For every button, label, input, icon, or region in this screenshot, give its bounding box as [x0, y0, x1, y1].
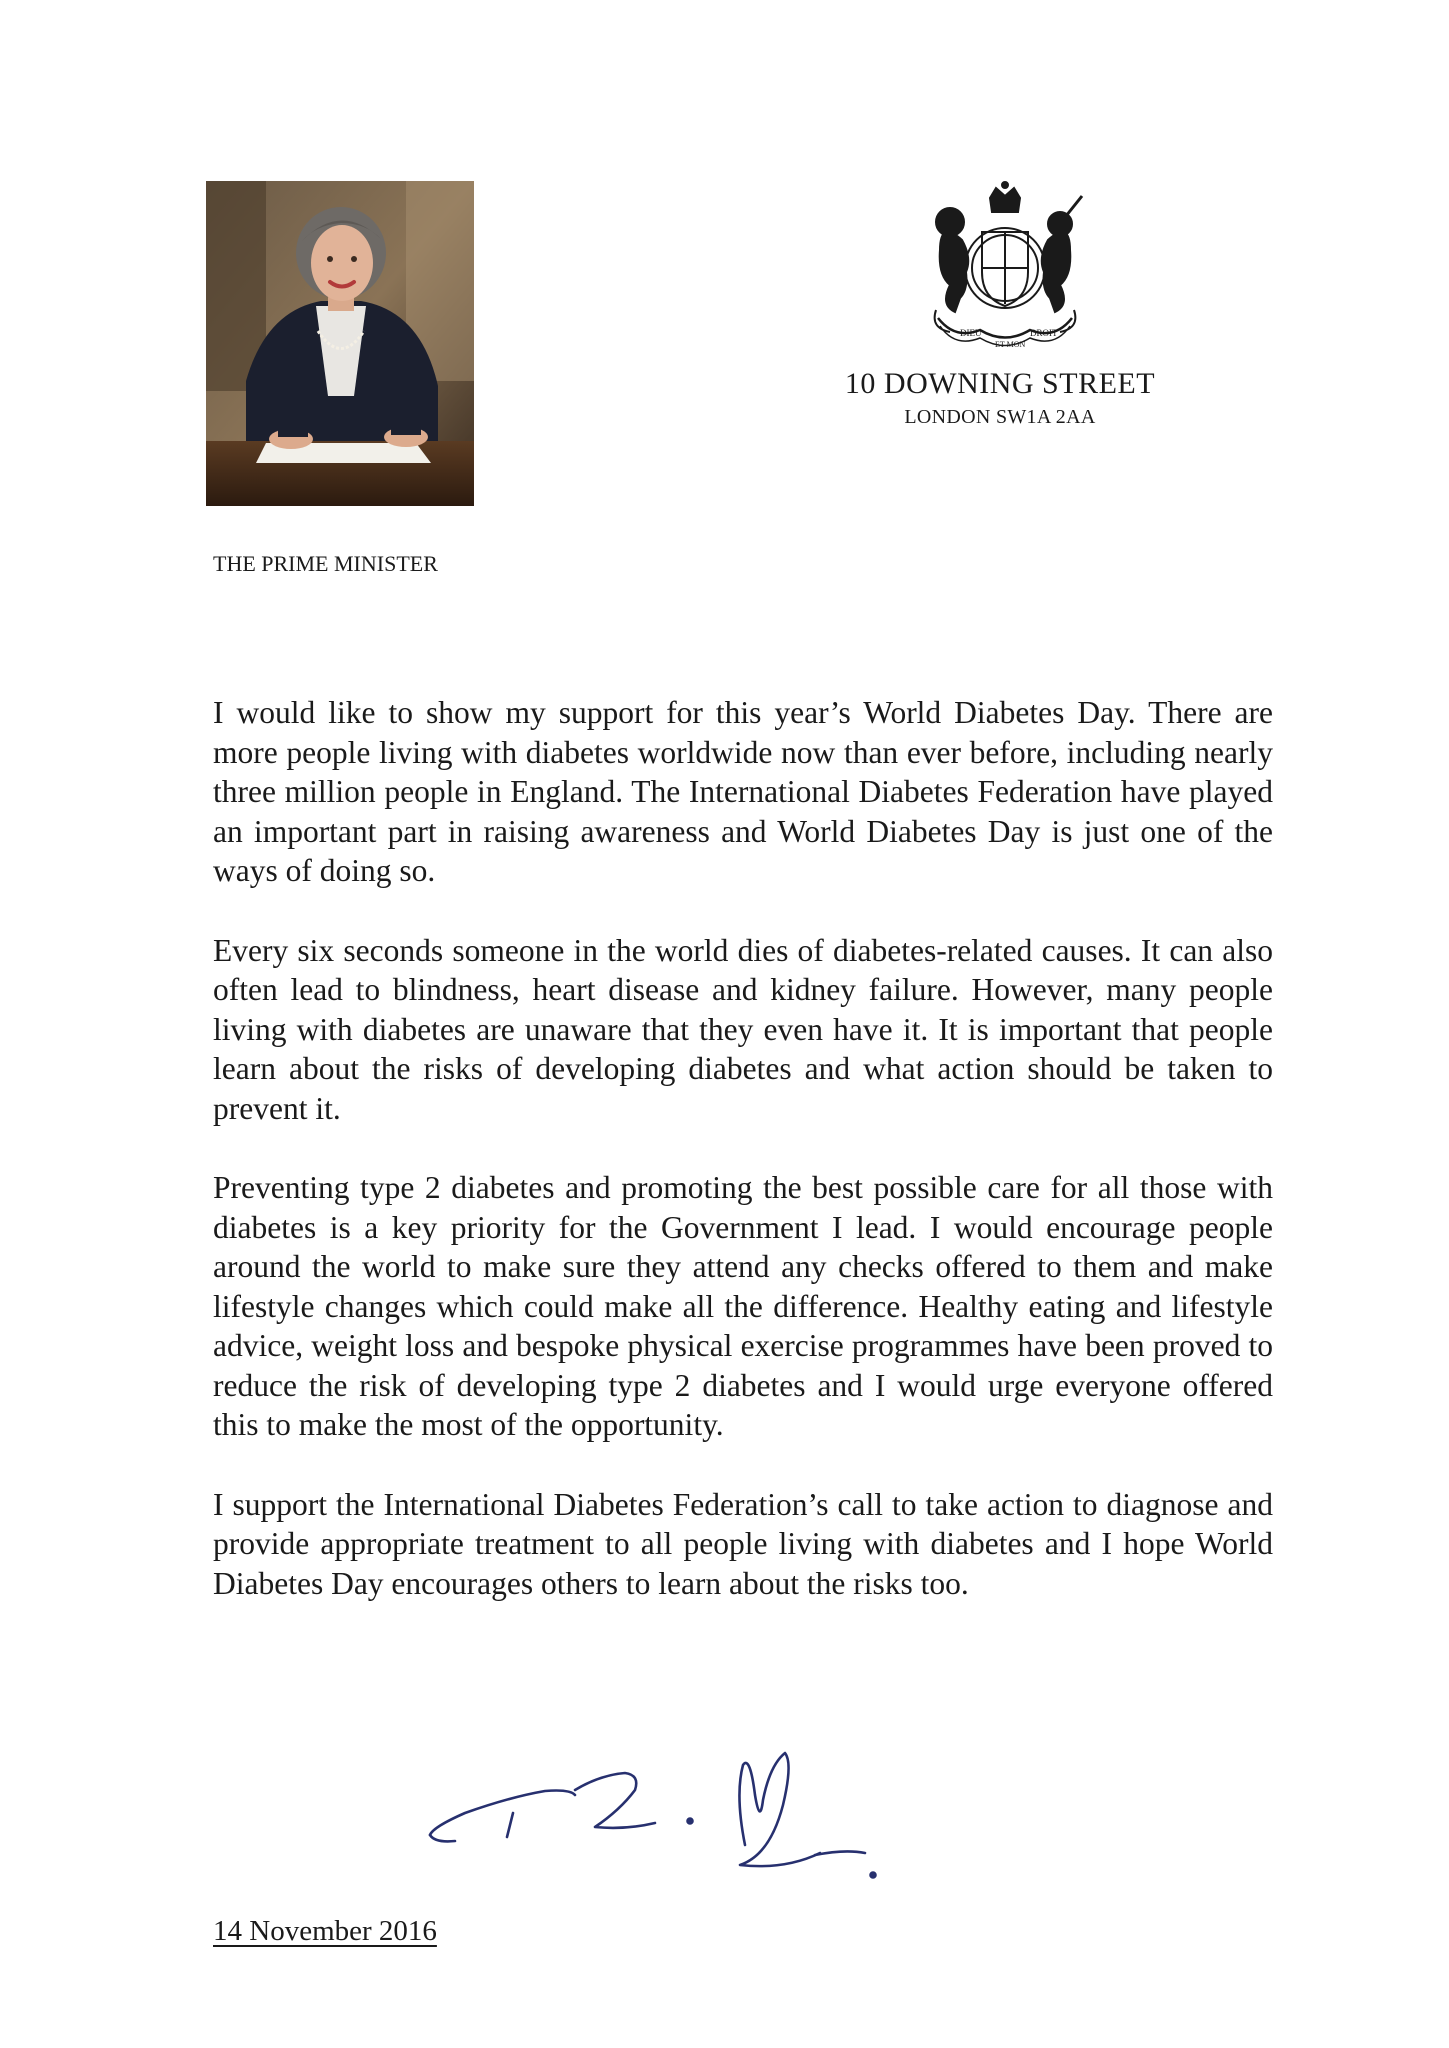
svg-text:DROIT: DROIT	[1030, 328, 1058, 338]
letter-body	[213, 693, 1273, 1643]
body-paragraph-3: Preventing type 2 diabetes and promoting the best possible care for all those with diabetes is a key priority for the Government I lead. I would encourage people around the world to make sure they attend any checks offered to them and make lifestyle changes which could make all the difference. Healthy eating and lifestyle advice, weight loss and bespoke physical exercise programmes have been proved to reduce the risk of developing type 2 diabetes and I would urge everyone offered this to make the most of the opportunity.	[213, 1170, 1273, 1442]
royal-coat-of-arms-icon	[910, 180, 1100, 355]
sender-title: THE PRIME MINISTER	[213, 551, 438, 576]
letter-date: 14 November 2016	[213, 1915, 437, 1947]
body-paragraph-1: I would like to show my support for this year’s World Diabetes Day. There are more people living with diabetes worldwide now than ever before, including nearly three million people in England. The International Diabetes Federation have played an important part in raising awareness and World Diabetes Day is just one of the ways of doing so.	[213, 695, 1273, 888]
handwritten-signature	[425, 1735, 925, 1885]
crest-graphic	[910, 180, 1100, 355]
portrait-image	[206, 181, 474, 506]
signature-graphic	[425, 1735, 925, 1885]
letterhead-city: LONDON SW1A 2AA	[904, 406, 1096, 428]
svg-text:ET MON: ET MON	[995, 340, 1026, 349]
letterhead-street: 10 DOWNING STREET	[844, 367, 1156, 400]
body-paragraph-4: I support the International Diabetes Federation’s call to take action to diagnose and provide appropriate treatment to all people living with diabetes and I hope World Diabetes Day encourages others to learn about the risks too.	[213, 1486, 1273, 1601]
portrait-photo	[206, 181, 474, 506]
crest-motto-text: DIEU	[960, 328, 982, 338]
body-paragraph-2: Every six seconds someone in the world dies of diabetes-related causes. It can also often lead to blindness, heart disease and kidney failure. However, many people living with diabetes are unaware that they even have it. It is important that people learn about the risks of developing diabetes and what action should be taken to prevent it.	[213, 932, 1273, 1126]
